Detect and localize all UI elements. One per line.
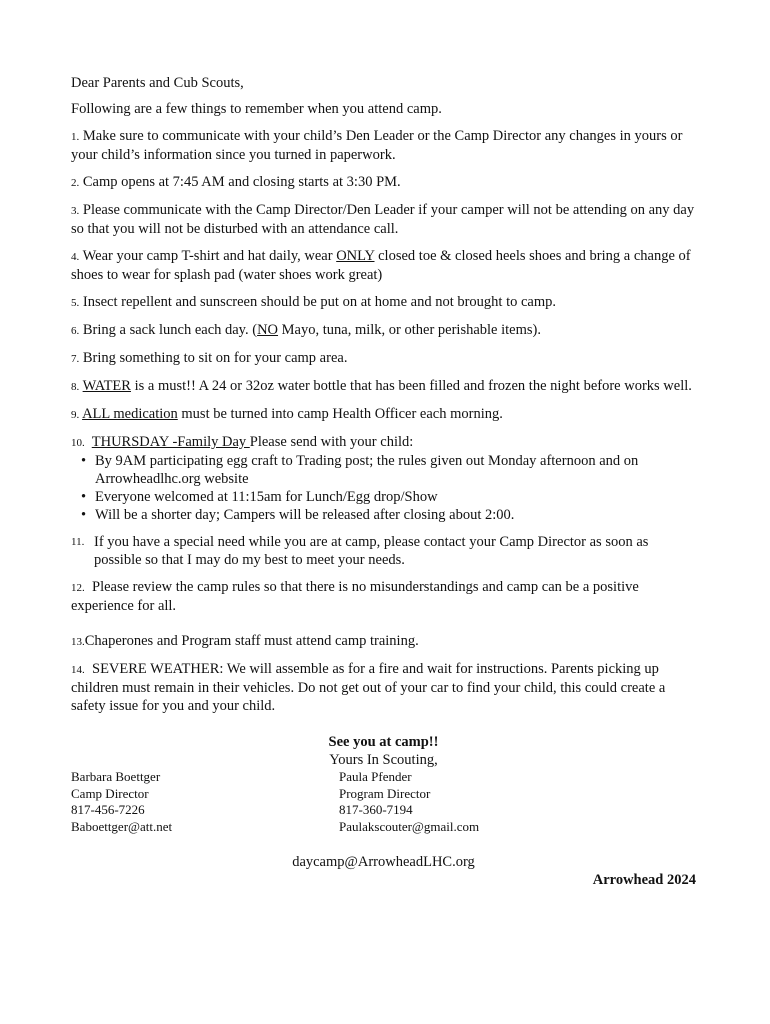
closing-yours: Yours In Scouting, — [329, 752, 438, 768]
item-3 — [71, 201, 696, 238]
item-text-post: Please send with your child: — [249, 434, 414, 450]
item-number: 13. — [71, 636, 85, 648]
item-text: Chaperones and Program staff must attend camp training. — [84, 633, 419, 649]
signature-email: Baboettger@att.net — [71, 818, 173, 834]
item-number: 8. — [71, 381, 80, 393]
signature-phone: 817-360-7194 — [339, 802, 413, 817]
item-number: 7. — [71, 353, 80, 365]
item-number: 1. — [71, 131, 80, 143]
signature-block — [71, 769, 696, 835]
closing-see-you: See you at camp!! — [328, 734, 439, 750]
item-text-pre: Wear your camp T-shirt and hat daily, wear — [82, 248, 337, 264]
signature-title: Program Director — [339, 785, 431, 801]
item-9 — [71, 405, 696, 424]
signature-name: Paula Pfender — [339, 769, 412, 784]
item-text: Camp opens at 7:45 AM and closing starts at 3:30 PM. — [82, 174, 401, 190]
item-text-post: is a must!! A 24 or 32oz water bottle that has been filled and frozen the night before works well. — [130, 378, 692, 394]
letter-body — [71, 74, 696, 889]
item-6 — [71, 321, 696, 340]
item-12 — [71, 578, 696, 615]
item-underlined-text: WATER — [82, 378, 131, 394]
item-8 — [71, 377, 696, 396]
signature-title: Camp Director — [71, 785, 149, 801]
item-text: Please review the camp rules so that there is no misunderstandings and camp can be a positive experience for all. — [71, 579, 639, 614]
item-underlined-text: ALL medication — [82, 406, 178, 422]
item-text-pre: Bring a sack lunch each day. ( — [82, 322, 258, 338]
item-5 — [71, 293, 696, 312]
item-number: 3. — [71, 205, 80, 217]
item-text: If you have a special need while you are at camp, please contact your Camp Director as soon as possible so that I may do my best to meet your needs. — [94, 534, 649, 568]
intro-line: Following are a few things to remember when you attend camp. — [71, 101, 442, 117]
item-number: 6. — [71, 325, 80, 337]
item-7 — [71, 349, 696, 368]
footer-email: daycamp@ArrowheadLHC.org — [292, 854, 475, 870]
item-2 — [71, 173, 696, 192]
item-text-post: Mayo, tuna, milk, or other perishable items). — [278, 322, 541, 338]
item-text: SEVERE WEATHER: We will assemble as for a fire and wait for instructions. Parents picking up children must remain in their vehicles. Do not get out of your car to find your child, this could create a safety issue for you and your child. — [71, 661, 666, 714]
signature-phone: 817-456-7226 — [71, 802, 145, 817]
item-10-bullets — [71, 452, 696, 524]
item-text: Insect repellent and sunscreen should be put on at home and not brought to camp. — [82, 294, 557, 310]
bullet-item: • By 9AM participating egg craft to Trading post; the rules given out Monday afternoon and on Arrowheadlhc.org website — [81, 452, 696, 488]
item-text-post: must be turned into camp Health Officer each morning. — [177, 406, 503, 422]
bullet-item: • Everyone welcomed at 11:15am for Lunch/Egg drop/Show — [81, 488, 696, 506]
greeting: Dear Parents and Cub Scouts, — [71, 75, 244, 91]
item-number: 10. — [71, 437, 85, 449]
item-number: 2. — [71, 177, 80, 189]
item-10-heading — [71, 433, 696, 452]
item-number: 5. — [71, 297, 80, 309]
signature-name: Barbara Boettger — [71, 769, 161, 784]
item-10 — [71, 433, 696, 524]
item-underlined-text: NO — [257, 322, 279, 338]
item-14 — [71, 660, 696, 715]
item-text: Please communicate with the Camp Director/Den Leader if your camper will not be attending on any day so that you will not be disturbed with an attendance call. — [71, 202, 695, 237]
item-11 — [71, 533, 696, 569]
signature-email: Paulakscouter@gmail.com — [339, 818, 480, 834]
item-number: 14. — [71, 664, 85, 676]
item-number: 4. — [71, 251, 80, 263]
item-4 — [71, 247, 696, 284]
signature-left — [71, 769, 339, 835]
item-13 — [71, 632, 696, 651]
item-number: 12. — [71, 582, 85, 594]
item-number: 9. — [71, 409, 80, 421]
item-number: 11. — [71, 536, 85, 548]
item-text: Make sure to communicate with your child’s Den Leader or the Camp Director any changes in yours or your child’s information since you turned in paperwork. — [71, 128, 683, 163]
bullet-item: • Will be a shorter day; Campers will be released after closing about 2:00. — [81, 506, 696, 524]
footer-tag: Arrowhead 2024 — [592, 872, 696, 888]
item-text-post: closed toe & closed heels shoes and bring a change of shoes to wear for splash pad (water shoes work great) — [71, 248, 691, 283]
signature-right — [339, 769, 696, 835]
item-text: Bring something to sit on for your camp area. — [82, 350, 348, 366]
item-underlined-text: ONLY — [336, 248, 375, 264]
item-underlined-text: THURSDAY -Family Day — [91, 434, 250, 450]
item-1 — [71, 127, 696, 164]
